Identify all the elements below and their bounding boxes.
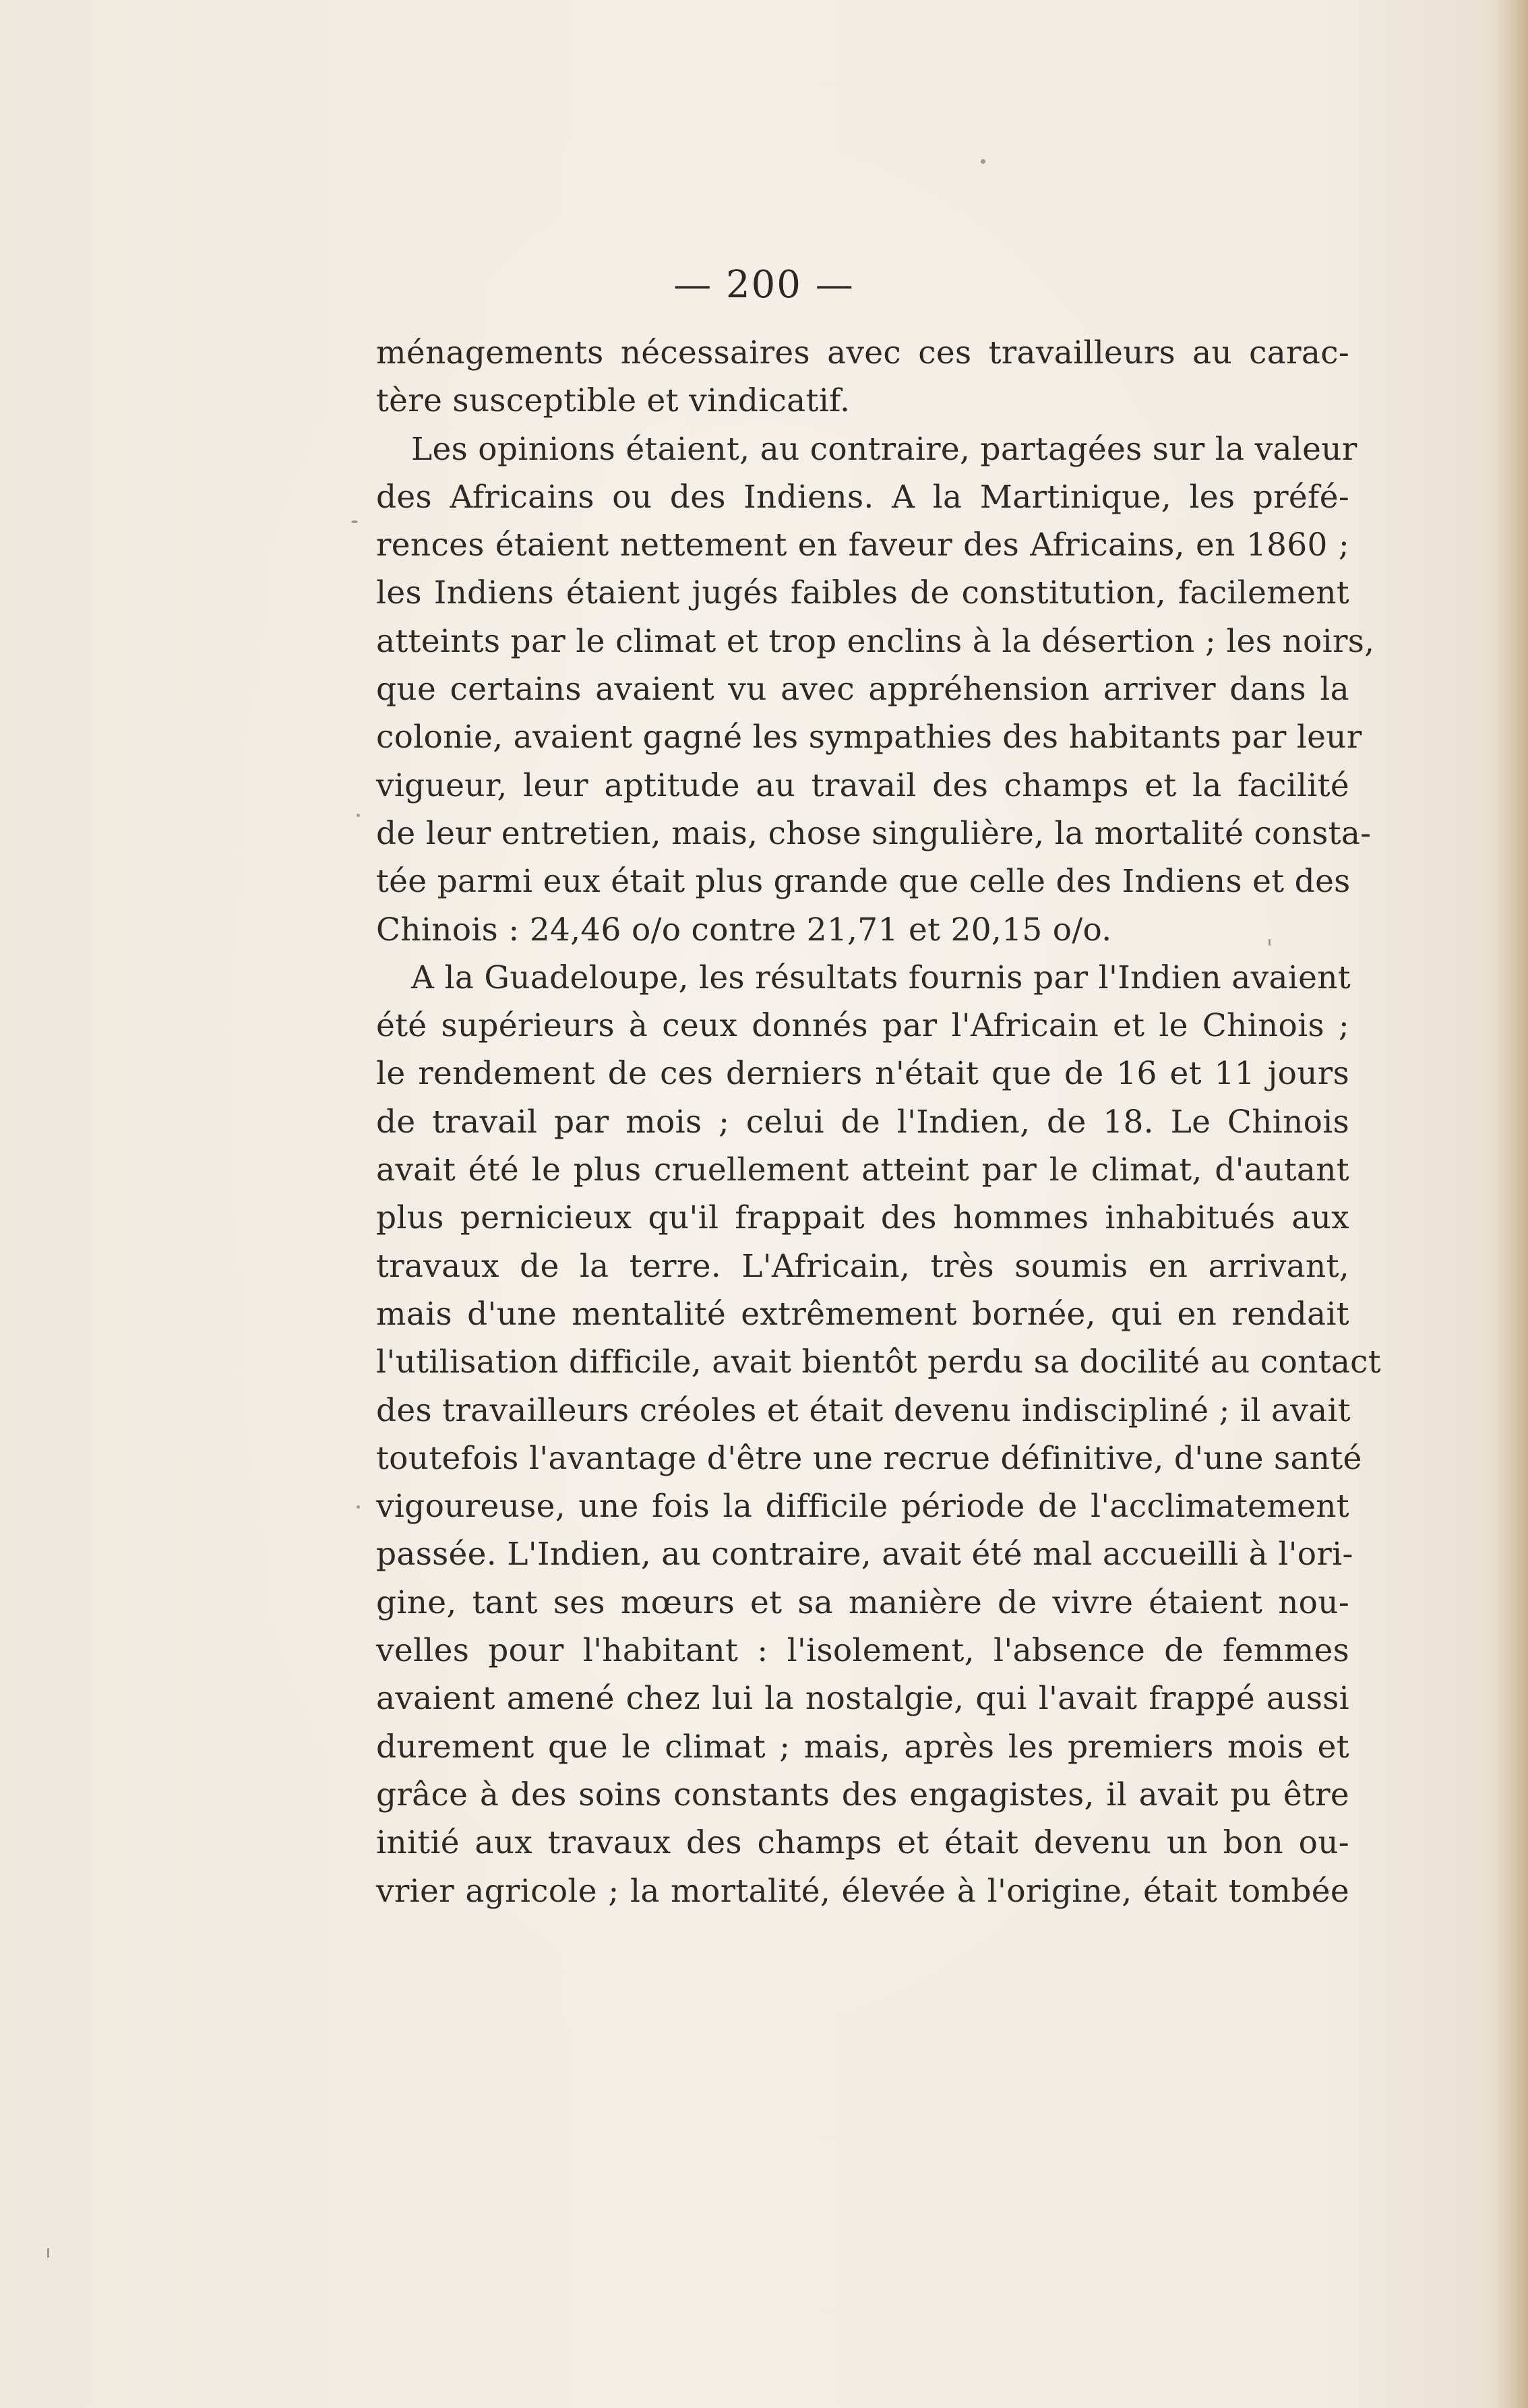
text-line: vigueur, leur aptitude au travail des champs et la facilité — [376, 766, 1349, 804]
text-line: le rendement de ces derniers n'était que de 16 et 11 jours — [376, 1055, 1349, 1093]
text-line: ménagements nécessaires avec ces travailleurs au carac- — [376, 334, 1349, 371]
paragraph-start-line: A la Guadeloupe, les résultats fournis par l'Indien avaient — [411, 959, 1351, 996]
paper-speck — [357, 1505, 360, 1509]
body-text — [376, 329, 1381, 1915]
text-line: tée parmi eux était plus grande que celle des Indiens et des — [376, 863, 1351, 901]
text-line: que certains avaient vu avec appréhension arriver dans la — [376, 671, 1349, 709]
text-line: des Africains ou des Indiens. A la Martinique, les préfé- — [376, 478, 1349, 516]
text-line: l'utilisation difficile, avait bientôt perdu sa docilité au contact — [376, 1344, 1381, 1381]
paragraph-start-line: Les opinions étaient, au contraire, partagées sur la valeur — [411, 430, 1357, 468]
text-line: mais d'une mentalité extrêmement bornée, qui en rendait — [376, 1295, 1349, 1333]
text-line: velles pour l'habitant : l'isolement, l'absence de femmes — [376, 1632, 1349, 1670]
text-line: plus pernicieux qu'il frappait des hommes inhabitués aux — [376, 1199, 1349, 1237]
text-line: tère susceptible et vindicatif. — [376, 382, 851, 420]
text-line: de travail par mois ; celui de l'Indien, de 18. Le Chinois — [376, 1103, 1349, 1141]
text-line: atteints par le climat et trop enclins à la désertion ; les noirs, — [376, 622, 1375, 660]
paper-speck — [1269, 939, 1271, 946]
text-line: toutefois l'avantage d'être une recrue définitive, d'une santé — [376, 1439, 1362, 1477]
text-line: durement que le climat ; mais, après les premiers mois et — [376, 1728, 1349, 1766]
text-line: de leur entretien, mais, chose singulière, la mortalité consta- — [376, 814, 1372, 852]
paper-speck — [981, 159, 985, 164]
paper-speck — [351, 520, 358, 523]
text-line: avait été le plus cruellement atteint par le climat, d'autant — [376, 1151, 1349, 1189]
text-line: gine, tant ses mœurs et sa manière de vivre étaient nou- — [376, 1584, 1349, 1621]
text-line: les Indiens étaient jugés faibles de constitution, facilement — [376, 574, 1349, 612]
page-edge-shadow — [1491, 0, 1528, 2408]
text-line: passée. L'Indien, au contraire, avait été mal accueilli à l'ori- — [376, 1536, 1353, 1573]
text-line: travaux de la terre. L'Africain, très soumis en arrivant, — [376, 1247, 1349, 1285]
paper-speck — [47, 2248, 49, 2258]
text-line: vrier agricole ; la mortalité, élevée à l'origine, était tombée — [376, 1872, 1349, 1910]
page-number: — 200 — — [673, 263, 855, 307]
text-line: grâce à des soins constants des engagistes, il avait pu être — [376, 1776, 1349, 1813]
text-line: Chinois : 24,46 o/o contre 21,71 et 20,15 o/o. — [376, 911, 1112, 949]
text-line: été supérieurs à ceux donnés par l'Africain et le Chinois ; — [376, 1007, 1349, 1045]
text-line: rences étaient nettement en faveur des Africains, en 1860 ; — [376, 526, 1349, 564]
text-line: vigoureuse, une fois la difficile période de l'acclimatement — [376, 1488, 1349, 1526]
text-line: des travailleurs créoles et était devenu indiscipliné ; il avait — [376, 1391, 1351, 1429]
text-line: initié aux travaux des champs et était devenu un bon ou- — [376, 1824, 1349, 1862]
text-line: colonie, avaient gagné les sympathies des habitants par leur — [376, 719, 1362, 756]
paper-speck — [357, 814, 360, 817]
text-line: avaient amené chez lui la nostalgie, qui l'avait frappé aussi — [376, 1680, 1349, 1718]
